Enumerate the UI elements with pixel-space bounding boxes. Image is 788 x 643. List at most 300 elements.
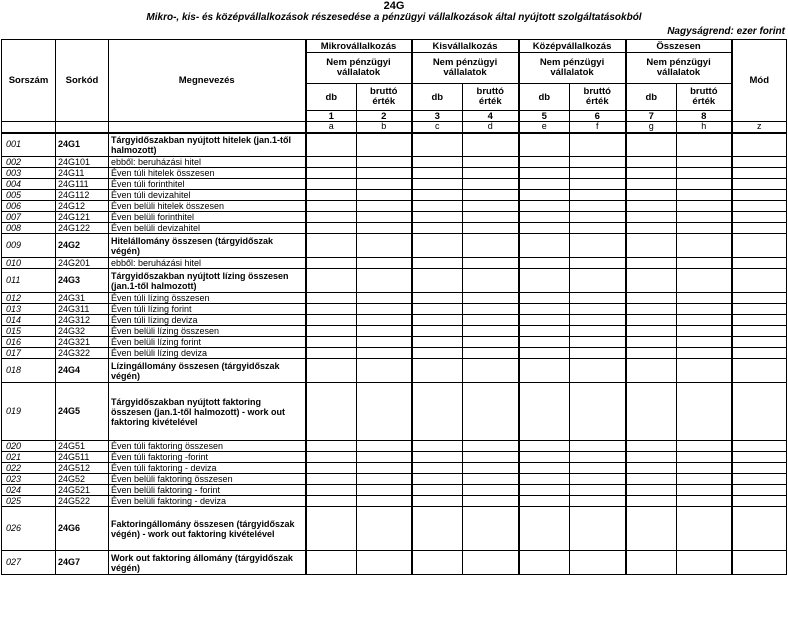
data-cell[interactable] bbox=[357, 133, 412, 157]
data-cell[interactable] bbox=[412, 507, 463, 551]
table-row bbox=[2, 359, 787, 383]
data-cell[interactable] bbox=[732, 269, 787, 293]
data-cell[interactable] bbox=[306, 133, 357, 157]
data-cell[interactable] bbox=[306, 190, 357, 201]
data-cell[interactable] bbox=[306, 337, 357, 348]
data-cell[interactable] bbox=[732, 441, 787, 452]
data-cell[interactable] bbox=[357, 441, 412, 452]
data-cell[interactable] bbox=[412, 441, 463, 452]
row-code: 24G112 bbox=[56, 190, 109, 201]
row-name: Faktoringállomány összesen (tárgyidőszak végén) - work out faktoring kivételével bbox=[109, 507, 306, 551]
data-cell[interactable] bbox=[357, 304, 412, 315]
data-cell[interactable] bbox=[519, 315, 570, 326]
data-cell[interactable] bbox=[519, 293, 570, 304]
data-cell[interactable] bbox=[519, 168, 570, 179]
data-cell[interactable] bbox=[732, 190, 787, 201]
data-cell[interactable] bbox=[677, 485, 732, 496]
data-cell[interactable] bbox=[732, 223, 787, 234]
data-cell[interactable] bbox=[732, 337, 787, 348]
data-cell[interactable] bbox=[412, 496, 463, 507]
data-cell[interactable] bbox=[677, 179, 732, 190]
data-cell[interactable] bbox=[626, 348, 677, 359]
data-cell[interactable] bbox=[412, 337, 463, 348]
data-cell[interactable] bbox=[412, 348, 463, 359]
data-cell[interactable] bbox=[677, 190, 732, 201]
data-cell[interactable] bbox=[463, 551, 519, 575]
data-cell[interactable] bbox=[570, 304, 626, 315]
data-cell[interactable] bbox=[412, 485, 463, 496]
row-code: 24G1 bbox=[56, 133, 109, 157]
table-row bbox=[2, 179, 787, 190]
data-cell[interactable] bbox=[357, 348, 412, 359]
data-cell[interactable] bbox=[463, 258, 519, 269]
data-cell[interactable] bbox=[357, 315, 412, 326]
data-cell[interactable] bbox=[570, 157, 626, 168]
data-cell[interactable] bbox=[732, 234, 787, 258]
row-name: Éven belüli faktoring - deviza bbox=[109, 496, 306, 507]
brutto-header: bruttó érték bbox=[677, 84, 732, 111]
data-cell[interactable] bbox=[519, 234, 570, 258]
data-cell[interactable] bbox=[306, 463, 357, 474]
data-cell[interactable] bbox=[732, 168, 787, 179]
data-cell[interactable] bbox=[306, 304, 357, 315]
data-cell[interactable] bbox=[626, 212, 677, 223]
data-cell[interactable] bbox=[626, 157, 677, 168]
data-cell[interactable] bbox=[519, 337, 570, 348]
data-cell[interactable] bbox=[463, 337, 519, 348]
data-cell[interactable] bbox=[732, 383, 787, 441]
data-cell[interactable] bbox=[570, 234, 626, 258]
data-cell[interactable] bbox=[357, 269, 412, 293]
data-cell[interactable] bbox=[570, 463, 626, 474]
group-header-osszesen: Összesen bbox=[626, 40, 732, 53]
data-cell[interactable] bbox=[357, 201, 412, 212]
data-cell[interactable] bbox=[570, 258, 626, 269]
data-cell[interactable] bbox=[732, 133, 787, 157]
data-cell[interactable] bbox=[412, 223, 463, 234]
data-cell[interactable] bbox=[677, 551, 732, 575]
data-cell[interactable] bbox=[463, 190, 519, 201]
data-cell[interactable] bbox=[570, 507, 626, 551]
data-cell[interactable] bbox=[357, 258, 412, 269]
data-cell[interactable] bbox=[357, 474, 412, 485]
data-cell[interactable] bbox=[463, 201, 519, 212]
data-cell[interactable] bbox=[732, 258, 787, 269]
data-cell[interactable] bbox=[677, 452, 732, 463]
row-name: Éven belüli forinthitel bbox=[109, 212, 306, 223]
data-cell[interactable] bbox=[306, 359, 357, 383]
data-cell[interactable] bbox=[626, 304, 677, 315]
data-cell[interactable] bbox=[677, 304, 732, 315]
data-cell[interactable] bbox=[732, 212, 787, 223]
data-cell[interactable] bbox=[570, 452, 626, 463]
row-seq: 011 bbox=[2, 269, 56, 293]
data-cell[interactable] bbox=[732, 496, 787, 507]
data-cell[interactable] bbox=[732, 348, 787, 359]
col-number: 6 bbox=[570, 111, 626, 122]
data-cell[interactable] bbox=[626, 507, 677, 551]
data-cell[interactable] bbox=[732, 201, 787, 212]
brutto-header: bruttó érték bbox=[570, 84, 626, 111]
data-cell[interactable] bbox=[677, 212, 732, 223]
data-cell[interactable] bbox=[570, 348, 626, 359]
data-cell[interactable] bbox=[626, 223, 677, 234]
data-cell[interactable] bbox=[519, 383, 570, 441]
data-cell[interactable] bbox=[570, 223, 626, 234]
data-cell[interactable] bbox=[677, 315, 732, 326]
data-cell[interactable] bbox=[732, 463, 787, 474]
data-cell[interactable] bbox=[357, 168, 412, 179]
data-cell[interactable] bbox=[732, 507, 787, 551]
data-cell[interactable] bbox=[732, 452, 787, 463]
data-cell[interactable] bbox=[570, 179, 626, 190]
data-cell[interactable] bbox=[677, 326, 732, 337]
data-cell[interactable] bbox=[626, 496, 677, 507]
data-cell[interactable] bbox=[357, 223, 412, 234]
data-cell[interactable] bbox=[677, 474, 732, 485]
data-cell[interactable] bbox=[306, 507, 357, 551]
table-row bbox=[2, 551, 787, 575]
data-cell[interactable] bbox=[677, 441, 732, 452]
data-cell[interactable] bbox=[570, 269, 626, 293]
data-cell[interactable] bbox=[677, 234, 732, 258]
row-code: 24G312 bbox=[56, 315, 109, 326]
data-cell[interactable] bbox=[519, 201, 570, 212]
data-cell[interactable] bbox=[412, 304, 463, 315]
data-cell[interactable] bbox=[519, 258, 570, 269]
data-cell[interactable] bbox=[357, 507, 412, 551]
data-cell[interactable] bbox=[357, 359, 412, 383]
row-code: 24G52 bbox=[56, 474, 109, 485]
data-cell[interactable] bbox=[357, 383, 412, 441]
data-cell[interactable] bbox=[463, 315, 519, 326]
data-cell[interactable] bbox=[626, 190, 677, 201]
data-cell[interactable] bbox=[519, 304, 570, 315]
data-cell[interactable] bbox=[306, 496, 357, 507]
table-row bbox=[2, 190, 787, 201]
data-cell[interactable] bbox=[412, 293, 463, 304]
data-cell[interactable] bbox=[357, 190, 412, 201]
data-cell[interactable] bbox=[677, 157, 732, 168]
data-cell[interactable] bbox=[306, 348, 357, 359]
data-cell[interactable] bbox=[677, 507, 732, 551]
brutto-header: bruttó érték bbox=[357, 84, 412, 111]
data-cell[interactable] bbox=[626, 133, 677, 157]
data-cell[interactable] bbox=[570, 212, 626, 223]
data-cell[interactable] bbox=[306, 157, 357, 168]
data-cell[interactable] bbox=[677, 168, 732, 179]
data-cell[interactable] bbox=[357, 212, 412, 223]
data-cell[interactable] bbox=[463, 223, 519, 234]
data-cell[interactable] bbox=[412, 190, 463, 201]
row-name: Hitelállomány összesen (tárgyidőszak végén) bbox=[109, 234, 306, 258]
data-cell[interactable] bbox=[677, 496, 732, 507]
data-cell[interactable] bbox=[306, 383, 357, 441]
data-cell[interactable] bbox=[306, 269, 357, 293]
data-cell[interactable] bbox=[519, 474, 570, 485]
data-cell[interactable] bbox=[519, 212, 570, 223]
data-cell[interactable] bbox=[412, 234, 463, 258]
col-number: 4 bbox=[463, 111, 519, 122]
table-row bbox=[2, 315, 787, 326]
data-cell[interactable] bbox=[463, 441, 519, 452]
form-code-title: 24G bbox=[383, 0, 405, 12]
data-cell[interactable] bbox=[463, 157, 519, 168]
data-cell[interactable] bbox=[306, 441, 357, 452]
data-cell[interactable] bbox=[463, 485, 519, 496]
data-cell[interactable] bbox=[570, 474, 626, 485]
data-cell[interactable] bbox=[677, 293, 732, 304]
data-cell[interactable] bbox=[463, 293, 519, 304]
data-cell[interactable] bbox=[732, 485, 787, 496]
data-cell[interactable] bbox=[732, 315, 787, 326]
data-cell[interactable] bbox=[519, 441, 570, 452]
data-cell[interactable] bbox=[357, 485, 412, 496]
data-cell[interactable] bbox=[306, 551, 357, 575]
data-cell[interactable] bbox=[412, 452, 463, 463]
data-cell[interactable] bbox=[463, 212, 519, 223]
row-code: 24G322 bbox=[56, 348, 109, 359]
data-cell[interactable] bbox=[677, 223, 732, 234]
data-cell[interactable] bbox=[463, 168, 519, 179]
data-cell[interactable] bbox=[463, 348, 519, 359]
data-cell[interactable] bbox=[357, 179, 412, 190]
data-cell[interactable] bbox=[306, 212, 357, 223]
data-cell[interactable] bbox=[306, 315, 357, 326]
data-cell[interactable] bbox=[519, 326, 570, 337]
data-cell[interactable] bbox=[626, 293, 677, 304]
row-name: Éven túli lízing deviza bbox=[109, 315, 306, 326]
data-cell[interactable] bbox=[412, 168, 463, 179]
data-cell[interactable] bbox=[626, 452, 677, 463]
data-cell[interactable] bbox=[412, 326, 463, 337]
data-cell[interactable] bbox=[732, 304, 787, 315]
data-cell[interactable] bbox=[519, 452, 570, 463]
data-cell[interactable] bbox=[519, 551, 570, 575]
data-cell[interactable] bbox=[306, 485, 357, 496]
data-cell[interactable] bbox=[519, 485, 570, 496]
data-cell[interactable] bbox=[626, 258, 677, 269]
data-cell[interactable] bbox=[306, 168, 357, 179]
data-cell[interactable] bbox=[412, 269, 463, 293]
data-cell[interactable] bbox=[412, 133, 463, 157]
data-cell[interactable] bbox=[570, 133, 626, 157]
row-code: 24G311 bbox=[56, 304, 109, 315]
data-cell[interactable] bbox=[732, 157, 787, 168]
data-cell[interactable] bbox=[626, 168, 677, 179]
data-cell[interactable] bbox=[732, 359, 787, 383]
data-cell[interactable] bbox=[463, 304, 519, 315]
data-cell[interactable] bbox=[306, 452, 357, 463]
row-seq: 013 bbox=[2, 304, 56, 315]
col-letter: h bbox=[677, 122, 732, 133]
data-cell[interactable] bbox=[463, 359, 519, 383]
data-cell[interactable] bbox=[519, 507, 570, 551]
data-cell[interactable] bbox=[463, 383, 519, 441]
row-code: 24G6 bbox=[56, 507, 109, 551]
data-cell[interactable] bbox=[519, 190, 570, 201]
data-cell[interactable] bbox=[463, 179, 519, 190]
data-cell[interactable] bbox=[463, 269, 519, 293]
data-cell[interactable] bbox=[306, 293, 357, 304]
data-cell[interactable] bbox=[626, 441, 677, 452]
db-header: db bbox=[412, 84, 463, 111]
data-cell[interactable] bbox=[412, 383, 463, 441]
row-code: 24G101 bbox=[56, 157, 109, 168]
data-cell[interactable] bbox=[626, 315, 677, 326]
data-cell[interactable] bbox=[732, 179, 787, 190]
data-cell[interactable] bbox=[570, 201, 626, 212]
data-cell[interactable] bbox=[626, 359, 677, 383]
data-cell[interactable] bbox=[519, 133, 570, 157]
row-seq: 002 bbox=[2, 157, 56, 168]
data-cell[interactable] bbox=[626, 383, 677, 441]
data-cell[interactable] bbox=[519, 348, 570, 359]
data-cell[interactable] bbox=[677, 463, 732, 474]
group-header-kis: Kisvállalkozás bbox=[412, 40, 519, 53]
brutto-header: bruttó érték bbox=[463, 84, 519, 111]
data-cell[interactable] bbox=[677, 269, 732, 293]
db-header: db bbox=[306, 84, 357, 111]
table-row bbox=[2, 223, 787, 234]
data-cell[interactable] bbox=[519, 463, 570, 474]
data-cell[interactable] bbox=[732, 474, 787, 485]
row-name: Éven túli forinthitel bbox=[109, 179, 306, 190]
data-cell[interactable] bbox=[677, 383, 732, 441]
data-cell[interactable] bbox=[412, 212, 463, 223]
row-name: ebből: beruházási hitel bbox=[109, 258, 306, 269]
data-cell[interactable] bbox=[463, 496, 519, 507]
row-code: 24G111 bbox=[56, 179, 109, 190]
data-cell[interactable] bbox=[519, 269, 570, 293]
data-cell[interactable] bbox=[570, 190, 626, 201]
data-cell[interactable] bbox=[626, 269, 677, 293]
data-cell[interactable] bbox=[626, 337, 677, 348]
row-code: 24G201 bbox=[56, 258, 109, 269]
row-name: Tárgyidőszakban nyújtott lízing összesen (jan.1-től halmozott) bbox=[109, 269, 306, 293]
data-cell[interactable] bbox=[412, 315, 463, 326]
data-cell[interactable] bbox=[412, 474, 463, 485]
data-cell[interactable] bbox=[463, 326, 519, 337]
data-cell[interactable] bbox=[732, 551, 787, 575]
data-cell[interactable] bbox=[677, 348, 732, 359]
data-cell[interactable] bbox=[677, 337, 732, 348]
data-cell[interactable] bbox=[463, 474, 519, 485]
data-cell[interactable] bbox=[519, 359, 570, 383]
data-cell[interactable] bbox=[570, 315, 626, 326]
data-cell[interactable] bbox=[357, 463, 412, 474]
data-cell[interactable] bbox=[626, 485, 677, 496]
data-cell[interactable] bbox=[626, 474, 677, 485]
data-cell[interactable] bbox=[677, 258, 732, 269]
data-cell[interactable] bbox=[463, 234, 519, 258]
row-name: Tárgyidőszakban nyújtott faktoring összesen (jan.1-től halmozott) - work out faktoring kivételével bbox=[109, 383, 306, 441]
row-seq: 018 bbox=[2, 359, 56, 383]
row-code: 24G51 bbox=[56, 441, 109, 452]
row-seq: 005 bbox=[2, 190, 56, 201]
db-header: db bbox=[626, 84, 677, 111]
group-header-kozep: Középvállalkozás bbox=[519, 40, 626, 53]
data-cell[interactable] bbox=[570, 485, 626, 496]
row-name: Éven belüli devizahitel bbox=[109, 223, 306, 234]
data-cell[interactable] bbox=[357, 234, 412, 258]
row-code: 24G4 bbox=[56, 359, 109, 383]
data-cell[interactable] bbox=[626, 326, 677, 337]
data-cell[interactable] bbox=[570, 337, 626, 348]
row-seq: 023 bbox=[2, 474, 56, 485]
col-header-sorkod: Sorkód bbox=[56, 40, 109, 122]
data-cell[interactable] bbox=[626, 201, 677, 212]
data-cell[interactable] bbox=[570, 441, 626, 452]
data-cell[interactable] bbox=[412, 157, 463, 168]
data-cell[interactable] bbox=[732, 293, 787, 304]
row-seq: 027 bbox=[2, 551, 56, 575]
data-cell[interactable] bbox=[677, 359, 732, 383]
data-cell[interactable] bbox=[357, 551, 412, 575]
data-cell[interactable] bbox=[412, 179, 463, 190]
data-cell[interactable] bbox=[626, 551, 677, 575]
data-cell[interactable] bbox=[463, 452, 519, 463]
row-name: Éven belüli lízing összesen bbox=[109, 326, 306, 337]
data-cell[interactable] bbox=[463, 507, 519, 551]
row-code: 24G5 bbox=[56, 383, 109, 441]
subgroup-header-mikro: Nem pénzügyi vállalatok bbox=[306, 53, 412, 84]
row-code: 24G521 bbox=[56, 485, 109, 496]
data-cell[interactable] bbox=[463, 133, 519, 157]
data-cell[interactable] bbox=[570, 551, 626, 575]
data-cell[interactable] bbox=[412, 551, 463, 575]
data-cell[interactable] bbox=[306, 201, 357, 212]
data-cell[interactable] bbox=[357, 452, 412, 463]
data-cell[interactable] bbox=[357, 496, 412, 507]
data-cell[interactable] bbox=[357, 293, 412, 304]
data-cell[interactable] bbox=[570, 168, 626, 179]
data-cell[interactable] bbox=[519, 179, 570, 190]
group-header-mikro: Mikrovállalkozás bbox=[306, 40, 412, 53]
data-cell[interactable] bbox=[306, 474, 357, 485]
data-cell[interactable] bbox=[306, 326, 357, 337]
data-cell[interactable] bbox=[570, 496, 626, 507]
data-cell[interactable] bbox=[463, 463, 519, 474]
data-cell[interactable] bbox=[570, 383, 626, 441]
data-cell[interactable] bbox=[626, 234, 677, 258]
data-cell[interactable] bbox=[626, 463, 677, 474]
data-cell[interactable] bbox=[677, 201, 732, 212]
data-cell[interactable] bbox=[357, 337, 412, 348]
data-cell[interactable] bbox=[519, 496, 570, 507]
data-cell[interactable] bbox=[306, 223, 357, 234]
data-cell[interactable] bbox=[570, 359, 626, 383]
data-cell[interactable] bbox=[412, 258, 463, 269]
data-cell[interactable] bbox=[357, 157, 412, 168]
data-cell[interactable] bbox=[412, 201, 463, 212]
data-cell[interactable] bbox=[570, 293, 626, 304]
data-cell[interactable] bbox=[306, 234, 357, 258]
data-cell[interactable] bbox=[306, 258, 357, 269]
table-row bbox=[2, 258, 787, 269]
data-cell[interactable] bbox=[519, 223, 570, 234]
data-cell[interactable] bbox=[519, 157, 570, 168]
data-cell[interactable] bbox=[412, 463, 463, 474]
row-name: Éven belüli faktoring összesen bbox=[109, 474, 306, 485]
data-cell[interactable] bbox=[732, 326, 787, 337]
data-cell[interactable] bbox=[412, 359, 463, 383]
data-cell[interactable] bbox=[357, 326, 412, 337]
data-cell[interactable] bbox=[306, 179, 357, 190]
data-cell[interactable] bbox=[626, 179, 677, 190]
data-cell[interactable] bbox=[570, 326, 626, 337]
data-cell[interactable] bbox=[677, 133, 732, 157]
